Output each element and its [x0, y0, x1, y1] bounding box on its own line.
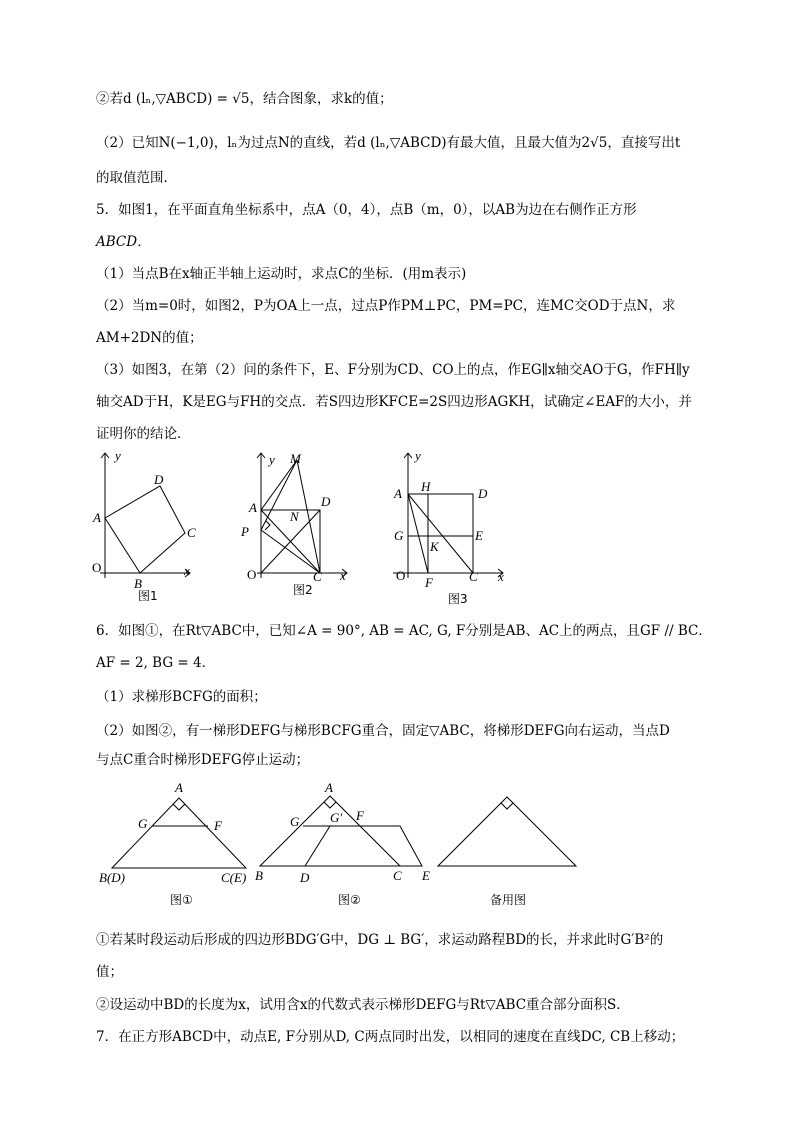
fig1-A-label: A — [93, 510, 101, 525]
q5-3-line3: 证明你的结论． — [96, 426, 191, 442]
tri1-F-label: F — [214, 818, 222, 833]
fig3-F-label: F — [425, 575, 433, 590]
figure-1 — [90, 448, 200, 608]
fig1-caption: 图1 — [138, 589, 158, 603]
q7-stem: 7．在正方形ABCD中，动点E, F分别从D, C两点同时出发，以相同的速度在直线DC, CB上移动； — [96, 1029, 685, 1045]
q5-stem-line1: 5．如图1，在平面直角坐标系中，点A（0，4），点B（m，0），以AB为边在右侧作正方形 — [96, 202, 637, 218]
fig2-O-label: O — [247, 567, 257, 582]
q6-2-line2: 与点C重合时梯形DEFG停止运动； — [96, 752, 310, 768]
figure-circled-2 — [250, 778, 450, 913]
q6-2-sub1-line1: ①若某时段运动后形成的四边形BDG′G中，DG ⊥ BG′，求运动路程BD的长，并求此时G′B²的 — [96, 932, 664, 948]
tri2-C-label: C — [393, 868, 402, 883]
tri1-A-label: A — [175, 780, 183, 795]
tri2-Gp-label: G′ — [330, 810, 343, 825]
tri2-caption: 图② — [338, 893, 361, 907]
tri2-G-label: G — [290, 814, 300, 829]
q6-stem-line2: AF = 2, BG = 4． — [96, 655, 216, 671]
tri2-D-label: D — [300, 870, 310, 885]
fig1-D-label: D — [154, 472, 164, 487]
figure-3 — [388, 448, 513, 613]
fig2-M-label: M — [290, 451, 301, 466]
fig3-y-label: y — [415, 448, 421, 463]
fig1-O-label: O — [92, 560, 102, 575]
figure-spare — [432, 778, 582, 913]
tri2-F-label: F — [356, 808, 364, 823]
q4-2-line1: （2）已知N(−1,0)，lₙ为过点N的直线，若d (lₙ,▽ABCD)有最大值，且最大值为2√5，直接写出t — [96, 135, 681, 151]
fig1-square — [105, 486, 185, 573]
q5-3-line2: 轴交AD于H，K是EG与FH的交点．若S四边形KFCE=2S四边形AGKH，试确定∠EAF的大小，并 — [96, 394, 692, 410]
tri1-BD-label: B(D) — [99, 870, 125, 885]
tri2-E-label: E — [422, 868, 430, 883]
tri2-A-label: A — [325, 780, 333, 795]
q5-stem-line2: ABCD． — [96, 234, 151, 250]
q5-2-line2: AM+2DN的值； — [96, 330, 203, 346]
q6-stem-line1: 6．如图①，在Rt▽ABC中，已知∠A = 90°, AB = AC, G, F分别是AB、AC上的两点，且GF // BC． — [96, 623, 712, 639]
tri1-G-label: G — [138, 816, 148, 831]
fig3-x-label: x — [498, 569, 504, 584]
figure-2 — [237, 448, 362, 608]
fig2-y-label: y — [269, 452, 275, 467]
q5-1: （1）当点B在x轴正半轴上运动时，求点C的坐标．(用m表示) — [96, 266, 467, 282]
fig3-G-label: G — [394, 528, 404, 543]
fig1-x-label: x — [184, 563, 190, 578]
figure-circled-1 — [95, 778, 260, 913]
q4-2-line2: 的取值范围． — [96, 170, 177, 186]
fig1-B-label: B — [134, 576, 142, 591]
fig3-O-label: O — [396, 568, 406, 583]
tri1-caption: 图① — [170, 893, 193, 907]
tri3-caption: 备用图 — [490, 893, 527, 907]
fig3-E-label: E — [475, 528, 483, 543]
fig2-P-label: P — [241, 524, 249, 539]
fig3-C-label: C — [469, 569, 478, 584]
fig1-C-label: C — [187, 525, 196, 540]
tri2-B-label: B — [255, 868, 263, 883]
fig2-C-label: C — [313, 569, 322, 584]
q6-2-sub1-line2: 值； — [96, 964, 123, 980]
tri1-CE-label: C(E) — [221, 870, 247, 885]
q6-1: （1）求梯形BCFG的面积； — [96, 689, 267, 705]
q6-2-sub2: ②设运动中BD的长度为x，试用含x的代数式表示梯形DEFG与Rt▽ABC重合部分面积S． — [96, 997, 630, 1013]
q6-2-line1: （2）如图②，有一梯形DEFG与梯形BCFG重合，固定▽ABC，将梯形DEFG向右运动，当点D — [96, 723, 670, 739]
fig3-A-label: A — [394, 486, 402, 501]
fig1-y-label: y — [115, 448, 121, 463]
q5-2-line1: （2）当m=0时，如图2，P为OA上一点，过点P作PM⊥PC，PM=PC，连MC交OD于点N，求 — [96, 298, 676, 314]
fig2-A-label: A — [249, 500, 257, 515]
q4-part2-line: ②若d (lₙ,▽ABCD) = √5，结合图象，求k的值； — [96, 91, 393, 107]
fig2-caption: 图2 — [293, 583, 313, 597]
fig2-N-label: N — [290, 509, 299, 524]
q5-3-line1: （3）如图3，在第（2）问的条件下，E、F分别为CD、CO上的点，作EG∥x轴交AO于G，作FH∥y — [96, 362, 690, 378]
fig2-D-label: D — [321, 494, 331, 509]
fig3-H-label: H — [421, 479, 431, 494]
fig3-D-label: D — [478, 486, 488, 501]
fig3-K-label: K — [430, 539, 439, 554]
fig3-caption: 图3 — [448, 592, 468, 606]
fig2-x-label: x — [340, 568, 346, 583]
